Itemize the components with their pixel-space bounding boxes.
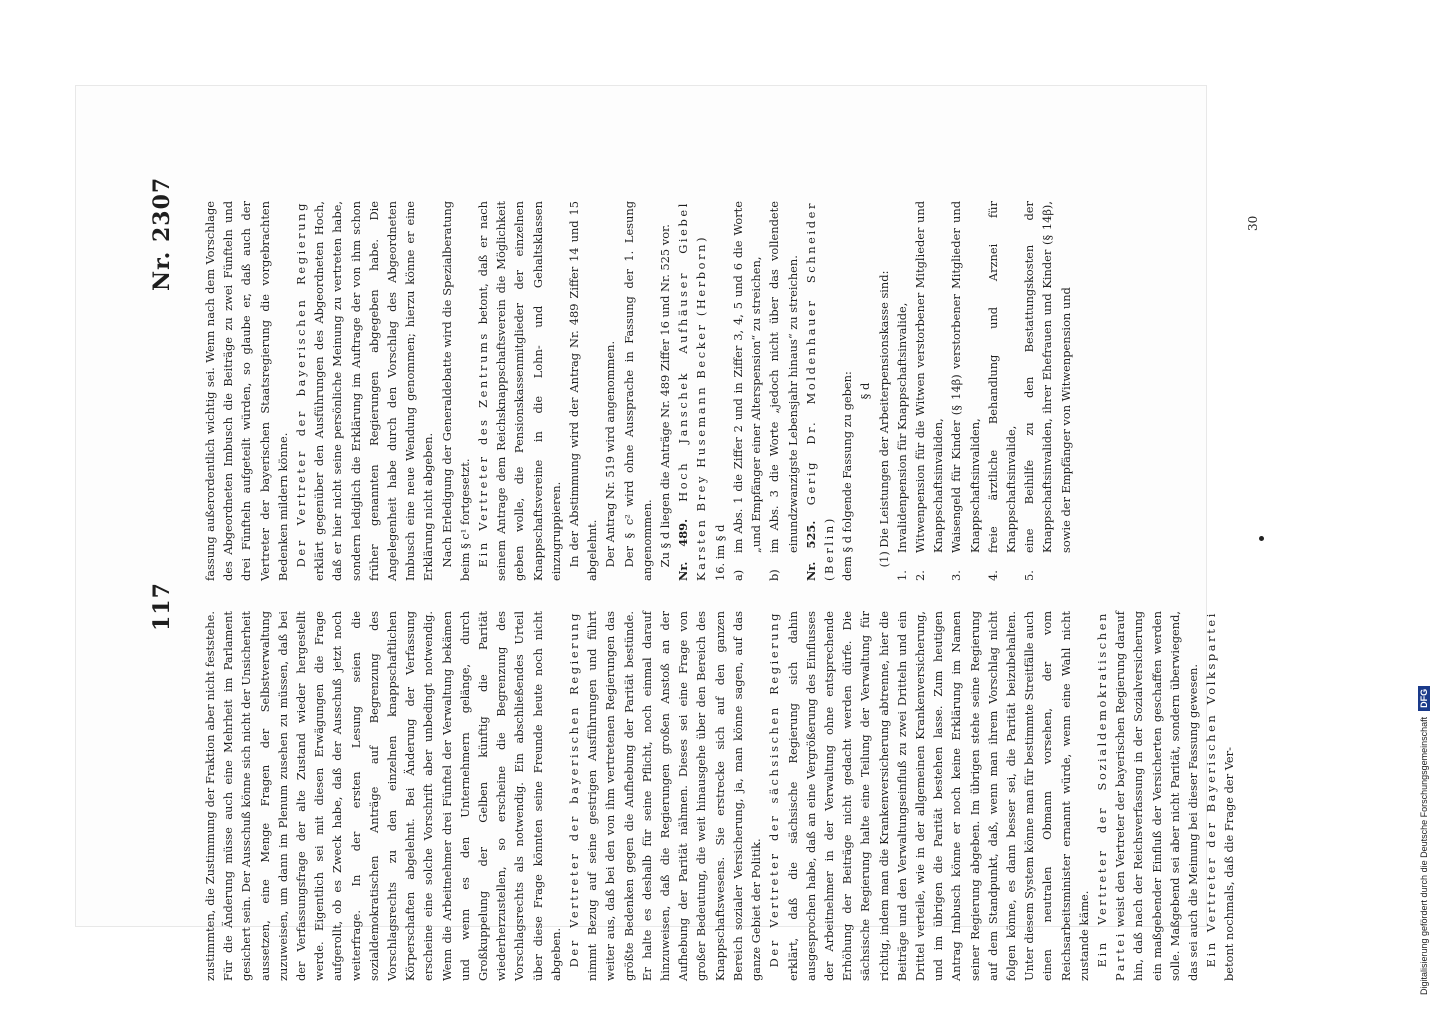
document-number: Nr. 2307 xyxy=(149,176,175,291)
list-item-number: 4. xyxy=(985,570,1000,581)
paragraph: Der Vertreter der bayerischen Regierung erklärt gegenüber den Ausführungen des Abgeordneten Hoch, daß er hier nicht seine persönliche Meinung zu vertreten habe, sondern lediglich die Erklärung im Auftrage der von ihm schon früher genannten Regierungen abgegeben habe. Die Angelegenheit habe durch den Vorschlag des Abgeordneten Imbusch eine neue Wendung genommen; hierzu könne er eine Erklärung nicht abgeben. xyxy=(294,201,436,581)
speaker: Der Vertreter der sächsischen Regierung xyxy=(767,611,782,968)
paragraph: Der Vertreter der sächsischen Regierung erklärt, daß die sächsische Regierung sich dahin ausgesprochen habe, daß an eine Vergrößerung des Einflusses der Arbeitnehmer in der Verwaltung ohne entsprechende Erhöhung der Beiträge nicht gedacht werden dürfe. Die sächsische Regierung halte eine Teilung der Verwaltung für richtig, indem man die Krankenversicherung abtrenne, hier die Beiträge und den Verwaltungseinfluß zu zwei Dritteln und ein Drittel verteile, wie in der allgemeinen Krankenversicherung, und im übrigen die Parität bestehen lasse. Zum heutigen Antrag Imbusch könne er noch keine Erklärung im Namen seiner Regierung abgeben. Im übrigen stehe seine Regierung auf dem Standpunkt, daß, wenn man ihrem Vorschlag nicht folgen könne, es dann besser sei, die Parität beizubehalten. Unter diesem System könne man für bestimmte Streitfälle auch einen neutralen Obmann vorsehen, der vom Reichsarbeitsminister ernannt würde, wenn eine Wahl nicht zustande käme. xyxy=(767,611,1091,981)
paragraph: zustimmten, die Zustimmung der Fraktion aber nicht feststehe. Für die Änderung müsse auch eine Mehrheit im Parlament gesichert sein. Der Ausschuß könne sich nicht der Unsicherheit aussetzen, eine Menge Fragen der Selbstverwaltung zuzuweisen, um dann im Plenum zusehen zu müssen, daß bei der Verfassungsfrage der alte Zustand wieder hergestellt werde. Eigentlich sei mit diesen Erwägungen die Frage aufgerollt, ob es Zweck habe, daß der Ausschuß jetzt noch weiterfrage. In der ersten Lesung seien die sozialdemokratischen Anträge auf Begrenzung des Vorschlagsrechts zu den einzelnen knappschaftlichen Körperschaften abgelehnt. Bei Änderung der Verfassung erscheine eine solche Vorschrift aber unbedingt notwendig. Wenn die Arbeitnehmer drei Fünftel der Verwaltung bekämen und wenn es den Unternehmern gelänge, durch Großkuppelung der Gelben künftig die Parität wiederherzustellen, so erscheine die Begrenzung des Vorschlagsrechts als notwendig. Ein abschließendes Urteil über diese Frage könnten seine Freunde heute noch nicht abgeben. xyxy=(203,611,563,981)
list-item xyxy=(984,201,1020,581)
credit-text: Digitalisierung gefördert durch die Deutsche Forschungsgemeinschaft xyxy=(1419,716,1429,995)
paragraph: (1) Die Leistungen der Arbeiterpensionskasse sind: xyxy=(876,270,891,568)
speaker: Der Vertreter der bayerischen Regierung xyxy=(294,201,309,568)
left-text-column xyxy=(201,611,1239,981)
list-item-number: 2. xyxy=(912,570,927,581)
speaker: Ein Vertreter der Sozialdemokratischen Partei xyxy=(1094,611,1128,981)
paragraph: Nach Erledigung der Generaldebatte wird die Spezialberatung beim § c¹ fortgesetzt. xyxy=(439,201,472,581)
paragraph: Ein Vertreter des Zentrums betont, daß er nach seinem Antrage dem Reichsknappschaftsverein die Möglichkeit geben wolle, die Pensionskassenmitglieder der einzelnen Knappschaftsvereine in die Lohn- und Gehaltsklassen einzugruppieren. xyxy=(476,201,563,581)
list-item xyxy=(1020,201,1075,581)
list-item-text: eine Beihilfe zu den Bestattungskosten der Knappschaftsinvaliden, ihrer Ehefrauen und Kinder (§ 14β), sowie der Empfänger von Witwenpension und xyxy=(1022,201,1073,553)
paragraph: fassung außerordentlich wichtig sei. Wenn nach dem Vorschlage des Abgeordneten Imbusch die Beiträge zu zwei Fünfteln und drei Fünfteln aufgeteilt würden, so glaube er, daß auch der Vertreter der bayerischen Staatsregierung die vorgebrachten Bedenken mildern könne. xyxy=(203,201,290,581)
right-text-column xyxy=(201,201,1075,581)
list-item-number: 5. xyxy=(1022,570,1037,581)
paragraph: In der Abstimmung wird der Antrag Nr. 489 Ziffer 14 und 15 abgelehnt. xyxy=(567,201,600,581)
paragraph: Der Vertreter der bayerischen Regierung nimmt Bezug auf seine gestrigen Ausführungen und führt weiter aus, daß bei den von ihm vertretenen Regierungen das größte Bedenken gegen die Aufhebung der Parität bestünde. Er halte es deshalb für seine Pflicht, noch einmal darauf hinzuweisen, daß die Regierungen großen Anstoß an der Aufhebung der Parität nähmen. Dieses sei eine Frage von großer Bedeutung, die weit hinausgehe über den Bereich des Knappschaftswesens. Sie erstrecke sich auf den ganzen Bereich sozialer Versicherung, ja, man könne sagen, auf das ganze Gebiet der Politik. xyxy=(567,611,764,981)
benefits-list xyxy=(893,201,1075,581)
section-heading: § d xyxy=(858,382,873,400)
list-item-text: Invalidenpension für Knappschaftsinvalide, xyxy=(894,302,909,553)
list-item-text: Waisengeld für Kinder (§ 14β) verstorbener Mitglieder und Knappschaftsinvaliden, xyxy=(949,201,982,553)
sheet-number: 30 xyxy=(1246,215,1260,231)
motion-525-header xyxy=(802,201,838,581)
motion-subitem-a: a) im Abs. 1 die Ziffer 2 und in Ziffer 3, 4, 5 und 6 die Worte „und Empfänger einer Alterspension“ zu streichen, xyxy=(730,201,764,581)
motion-subitem-b: b) im Abs. 3 die Worte „jedoch nicht über das vollendete einundzwanzigste Lebensjahr hinaus“ zu streichen. xyxy=(767,201,800,581)
list-item xyxy=(911,201,947,581)
list-item-text: freie ärztliche Behandlung und Arznei für Knappschaftsinvalide, xyxy=(985,201,1018,553)
motion-489-header xyxy=(674,201,710,581)
motion-item: 16. im § d xyxy=(712,524,727,581)
speaker: Ein Vertreter des Zentrums xyxy=(476,331,491,568)
speaker: Ein Vertreter der Bayerischen Volkspartei xyxy=(1204,611,1219,968)
page-number: 117 xyxy=(149,582,175,631)
list-item xyxy=(947,201,983,581)
paragraph: Ein Vertreter der Bayerischen Volkspartei betont nochmals, daß die Frage der Ver- xyxy=(1204,611,1237,981)
print-mark xyxy=(1259,536,1264,541)
paragraph: Ein Vertreter der Sozialdemokratischen Partei weist den Vertreter der bayerischen Regierung darauf hin, daß nach der Reichsverfassung in der Sozialversicherung ein maßgebender Einfluß der Versicherten geschaffen werden solle. Maßgebend sei aber nicht Parität, sondern überwiegend, das sei auch die Meinung bei dieser Fassung gewesen. xyxy=(1094,611,1200,981)
dfg-logo: DFG xyxy=(1418,686,1430,711)
digitization-credit xyxy=(1418,686,1430,995)
list-item-number: 3. xyxy=(949,570,964,581)
paragraph: Der § c² wird ohne Aussprache in Fassung der 1. Lesung angenommen. xyxy=(621,201,654,581)
list-item xyxy=(893,201,911,581)
scanned-page xyxy=(75,85,1260,981)
paragraph: Zu § d liegen die Anträge Nr. 489 Ziffer 16 und Nr. 525 vor. xyxy=(658,224,673,568)
motion-intro: dem § d folgende Fassung zu geben: xyxy=(840,371,855,581)
motion-signatories: Gerig Dr. Moldenhauer Schneider (Berlin) xyxy=(803,201,836,581)
list-item-number: 1. xyxy=(894,570,909,581)
paragraph: Der Antrag Nr. 519 wird angenommen. xyxy=(603,340,618,568)
list-item-text: Witwenpension für die Witwen verstorbener Mitglieder und Knappschaftsinvaliden, xyxy=(912,201,946,553)
speaker: Der Vertreter der bayerischen Regierung xyxy=(567,611,582,968)
motion-number: Nr. 525. xyxy=(803,520,818,581)
motion-number: Nr. 489. xyxy=(676,518,691,581)
rotated-page-content xyxy=(141,171,1281,1011)
motion-signatories: Hoch Janschek Aufhäuser Giebel Karsten Brey Husemann Becker (Herborn) xyxy=(676,201,709,581)
